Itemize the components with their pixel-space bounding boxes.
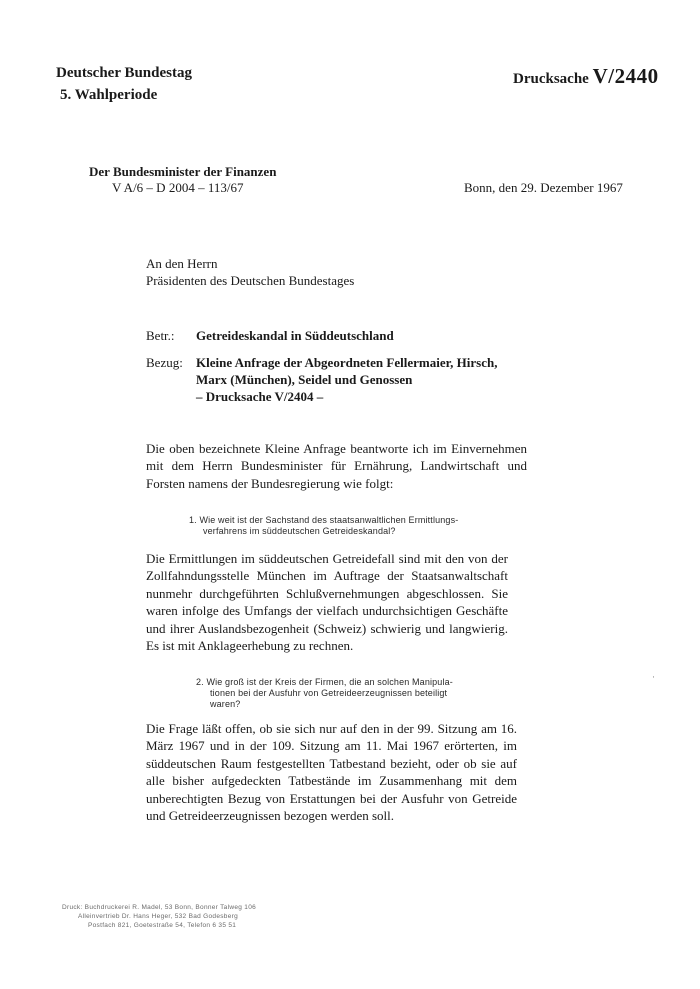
sender-reference: V A/6 – D 2004 – 113/67 bbox=[112, 180, 244, 195]
question-2-line-1: 2. Wie groß ist der Kreis der Firmen, die an solchen Manipula- bbox=[196, 677, 453, 687]
reference-label: Bezug: bbox=[146, 355, 183, 370]
reference-block bbox=[146, 354, 497, 405]
question-1-line-2: verfahrens im süddeutschen Getreideskandal? bbox=[203, 526, 396, 536]
imprint-line-3: Postfach 821, Goetestraße 54, Telefon 6 35 51 bbox=[88, 922, 237, 929]
imprint-line-1: Druck: Buchdruckerei R. Madel, 53 Bonn, Bonner Talweg 106 bbox=[62, 904, 257, 911]
margin-mark: · bbox=[652, 672, 655, 682]
letter-date: Bonn, den 29. Dezember 1967 bbox=[464, 180, 623, 195]
question-2-line-3: waren? bbox=[210, 699, 241, 709]
subject-value: Getreideskandal in Süddeutschland bbox=[196, 328, 394, 343]
drucksache-label-text: Drucksache bbox=[513, 71, 589, 87]
question-1 bbox=[189, 515, 509, 537]
sender-block bbox=[89, 164, 276, 196]
imprint-line-2: Alleinvertrieb Dr. Hans Heger, 532 Bad Godesberg bbox=[78, 913, 239, 920]
document-header bbox=[56, 62, 192, 106]
legislative-period: 5. Wahlperiode bbox=[60, 87, 158, 103]
sender-title: Der Bundesminister der Finanzen bbox=[89, 164, 277, 179]
answer-2: Die Frage läßt offen, ob sie sich nur auf den in der 99. Sitzung am 16. März 1967 und in der 109. Sitzung am 11. Mai 1967 erörterten, im süddeutschen Raum festgestellten Tatbestand bezieht, oder ob sie auf alle bisher aufgedeckten Tatbestände im Zusammenhang mit dem unberechtigten Bezug von Erstattungen bei der Ausfuhr von Getreide und Getreideerzeugnissen bezogen werden soll. bbox=[146, 721, 517, 824]
question-2-line-2: tionen bei der Ausfuhr von Getreideerzeugnissen beteiligt bbox=[210, 688, 448, 698]
answer-1: Die Ermittlungen im süddeutschen Getreidefall sind mit den von der Zollfahndungsstelle München im Auftrage der Staatsanwaltschaft nunmehr durchgeführten Schlußvernehmungen abgeschlossen. Sie waren infolge des Umfangs der vielfach undurchsichtigen Geschäfte und ihrer Auslandsbezogenheit (Schweiz) schwierig und langwierig. Es ist mit Anklageerhebung zu rechnen. bbox=[146, 551, 508, 654]
institution-name: Deutscher Bundestag bbox=[56, 65, 192, 81]
printer-imprint bbox=[62, 903, 256, 930]
reference-line-3: – Drucksache V/2404 – bbox=[196, 389, 324, 404]
addressee-block bbox=[146, 255, 354, 289]
reference-line-2: Marx (München), Seidel und Genossen bbox=[196, 372, 413, 387]
drucksache-label bbox=[513, 64, 659, 89]
addressee-line-2: Präsidenten des Deutschen Bundestages bbox=[146, 273, 355, 288]
question-2 bbox=[196, 677, 516, 710]
reference-line-1: Kleine Anfrage der Abgeordneten Fellermaier, Hirsch, bbox=[196, 355, 498, 370]
question-1-line-1: 1. Wie weit ist der Sachstand des staatsanwaltlichen Ermittlungs- bbox=[189, 515, 459, 525]
subject-line bbox=[146, 328, 394, 344]
intro-paragraph: Die oben bezeichnete Kleine Anfrage beantworte ich im Einvernehmen mit dem Herrn Bundesminister für Ernährung, Landwirtschaft und Forsten namens der Bundesregierung wie folgt: bbox=[146, 441, 527, 491]
subject-label: Betr.: bbox=[146, 328, 175, 343]
addressee-line-1: An den Herrn bbox=[146, 256, 218, 271]
drucksache-number: V/2440 bbox=[592, 64, 659, 88]
